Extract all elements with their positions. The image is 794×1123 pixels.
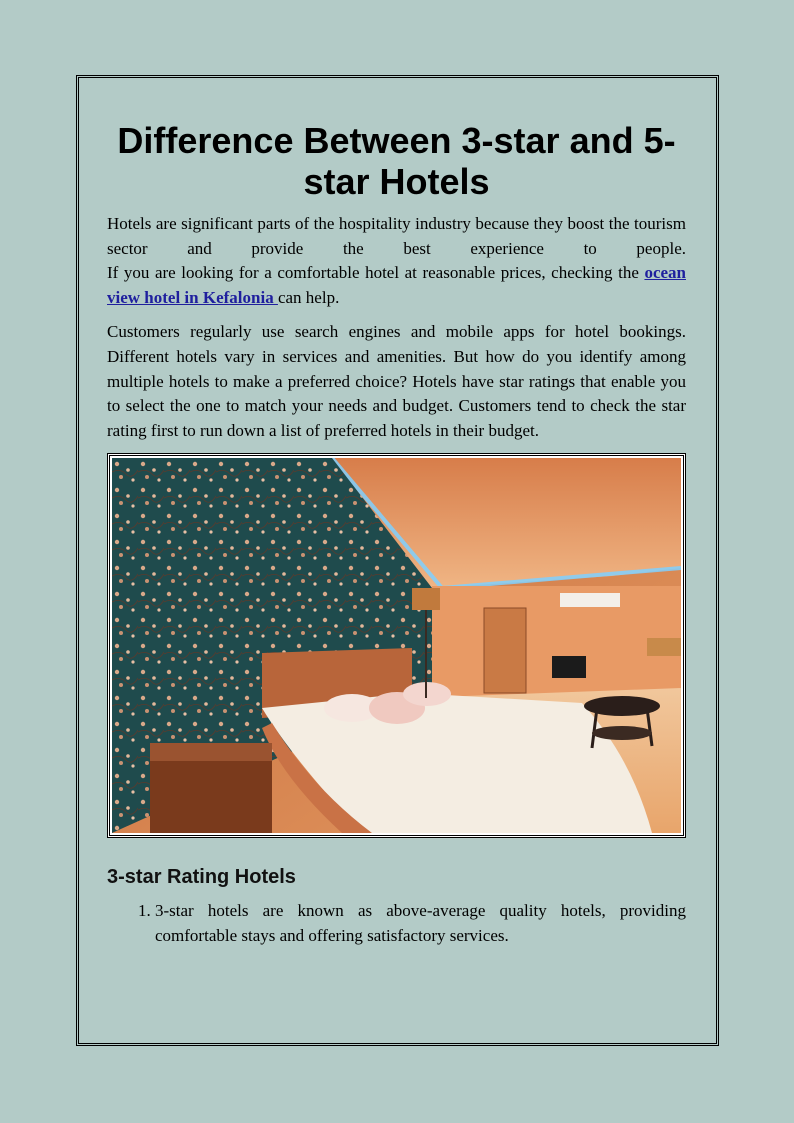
hotel-room-photo (112, 458, 681, 833)
intro-paragraph-continued (107, 261, 686, 310)
hotel-room-photo-frame (107, 453, 686, 838)
document-body (107, 120, 686, 949)
document-title: Difference Between 3-star and 5-star Hotels (117, 120, 676, 202)
intro-line-2-before: If you are looking for a comfortable hotel at reasonable prices, checking the (107, 263, 645, 283)
rating-list (107, 899, 686, 948)
intro-line-1: Hotels are significant parts of the hospitality industry because they boost the tourism sector and provide the best experience to people. (107, 214, 686, 258)
paragraph-2: Customers regularly use search engines and mobile apps for hotel bookings. Different hotels vary in services and amenities. But how do you identify among multiple hotels to make a preferred choice? Hotels have star ratings that enable you to select the one to match your needs and budget. Customers tend to check the star rating first to run down a list of preferred hotels in their budget. (107, 322, 686, 440)
intro-line-2-after: can help. (277, 287, 340, 307)
section-heading: 3-star Rating Hotels (107, 866, 296, 889)
intro-paragraph (107, 212, 686, 261)
list-item: 1. 3-star hotels are known as above-average quality hotels, providing comfortable stays and offering satisfactory services. (155, 899, 686, 948)
kefalonia-hotel-link[interactable]: ocean view hotel in Kefalonia (107, 263, 686, 307)
